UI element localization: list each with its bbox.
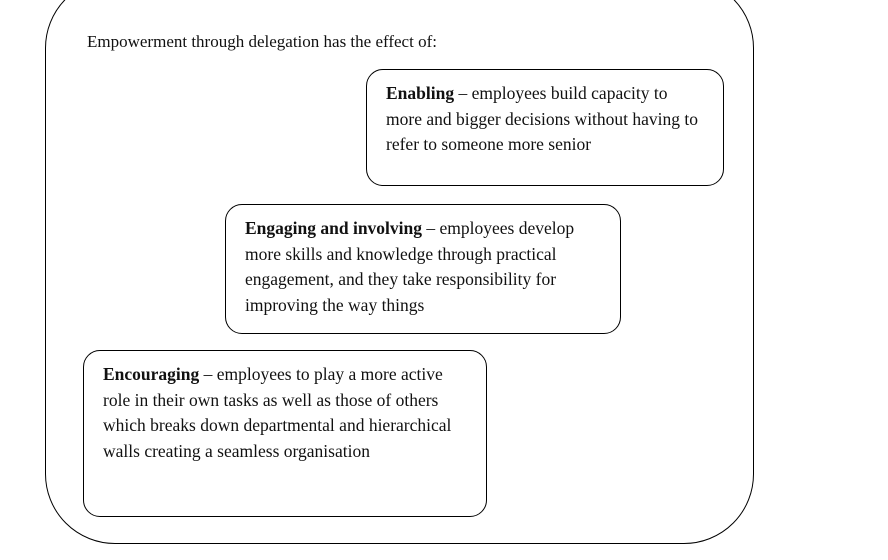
encouraging-description: – employees to play a more active role in their own tasks as well as those of others which breaks down departmental and hierarchical walls creating a seamless organisation bbox=[103, 364, 452, 462]
intro-text: Empowerment through delegation has the effect of: bbox=[87, 32, 437, 51]
encouraging-title: Encouraging bbox=[103, 364, 200, 384]
engaging-title: Engaging and involving bbox=[245, 218, 423, 238]
engaging-box bbox=[225, 204, 621, 334]
engaging-description: – employees develop more skills and knowledge through practical engagement, and they take responsibility for improving the way things bbox=[245, 218, 575, 316]
encouraging-box bbox=[83, 350, 487, 517]
enabling-box bbox=[366, 69, 724, 186]
enabling-description: – employees build capacity to more and bigger decisions without having to refer to someone more senior bbox=[386, 83, 699, 155]
enabling-title: Enabling bbox=[386, 83, 455, 103]
